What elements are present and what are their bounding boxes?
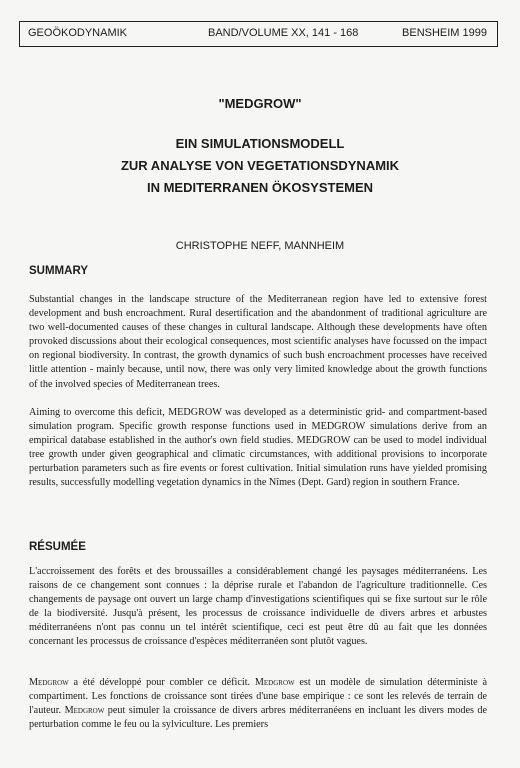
resumee-text-a: a été développé pour combler ce déficit. (68, 677, 255, 688)
volume-info: BAND/VOLUME XX, 141 - 168 (208, 27, 359, 39)
medgrow-name: Medgrow (64, 705, 105, 717)
resumee-heading: RÉSUMÉE (29, 541, 86, 553)
summary-paragraph-2: Aiming to overcome this deficit, MEDGROW was developed as a deterministic grid- and compartment-based simulation program. Specific growth response functions used in MEDGROW simulations derive from an empirical database established in the author's own field studies. MEDGROW can be used to model individual tree growth under given geographical and climatic circumstances, with additional provisions to incorporate perturbation parameters such as fire events or forest cultivation. Initial simulation runs have yielded promising results, successfully modelling vegetation dynamics in the Nîmes (Dept. Gard) region in southern France. (29, 407, 487, 489)
resumee-paragraph-1: L'accroissement des forêts et des broussailles a considérablement changé les paysages méditerranéens. Les raisons de ce changement sont connues : la déprise rurale et l'abandon de l'agriculture traditionnelle. Ces changements de paysage ont ouvert un large champ d'investigations scientifiques qui se fixe surtout sur le rôle de la biodiversité. Jusqu'à présent, les processus de croissance individuelle de divers arbres et arbustes méditerranéens n'ont pas connu un tel intérêt scientifique, ceci est peut être dû au fait que les données concernant les processus de croissance d'espèces méditerranéen sont plutôt vagues. (29, 566, 487, 648)
journal-name: GEOÖKODYNAMIK (28, 27, 128, 39)
article-title (0, 133, 520, 199)
resumee-paragraph-2 (29, 676, 487, 732)
title-line-3: IN MEDITERRANEN ÖKOSYSTEMEN (146, 180, 374, 195)
short-title: "MEDGROW" (218, 96, 302, 111)
resumee-text-b: est un modèle de simulation déterministe à compartiment. Les fonctions de croissance sont tirées d'une base empirique : ce sont les relevés de terrain de l'auteur. (29, 677, 487, 717)
summary-paragraph-1: Substantial changes in the landscape structure of the Mediterranean region have led to extensive forest development and bush encroachment. Rural desertification and the abandonment of traditional agriculture are two well-documented causes of these changes in cultural landscape. Although these developments have often provoked discussions about their ecological consequences, most scientific analyses have focussed on the impact on regional biodiversity. In contrast, the growth dynamics of such bush encroachment processes have received little attention - mainly because, until now, there was only very limited knowledge about the growth functions of the involved species of Mediterranean trees. (29, 294, 487, 390)
title-line-2: ZUR ANALYSE VON VEGETATIONSDYNAMIK (120, 158, 400, 173)
summary-heading: SUMMARY (29, 265, 88, 277)
place-year: BENSHEIM 1999 (402, 27, 487, 39)
medgrow-name: Medgrow (254, 677, 295, 688)
journal-header (19, 21, 498, 47)
medgrow-name: Medgrow (29, 677, 69, 688)
title-line-1: EIN SIMULATIONSMODELL (175, 136, 345, 151)
author-line: CHRISTOPHE NEFF, MANNHEIM (175, 240, 345, 252)
resumee-text-c: peut simuler la croissance de divers arbres méditerranéens en incluant les divers modes de perturbation comme le feu ou la sylviculture. Les premiers (29, 705, 488, 731)
